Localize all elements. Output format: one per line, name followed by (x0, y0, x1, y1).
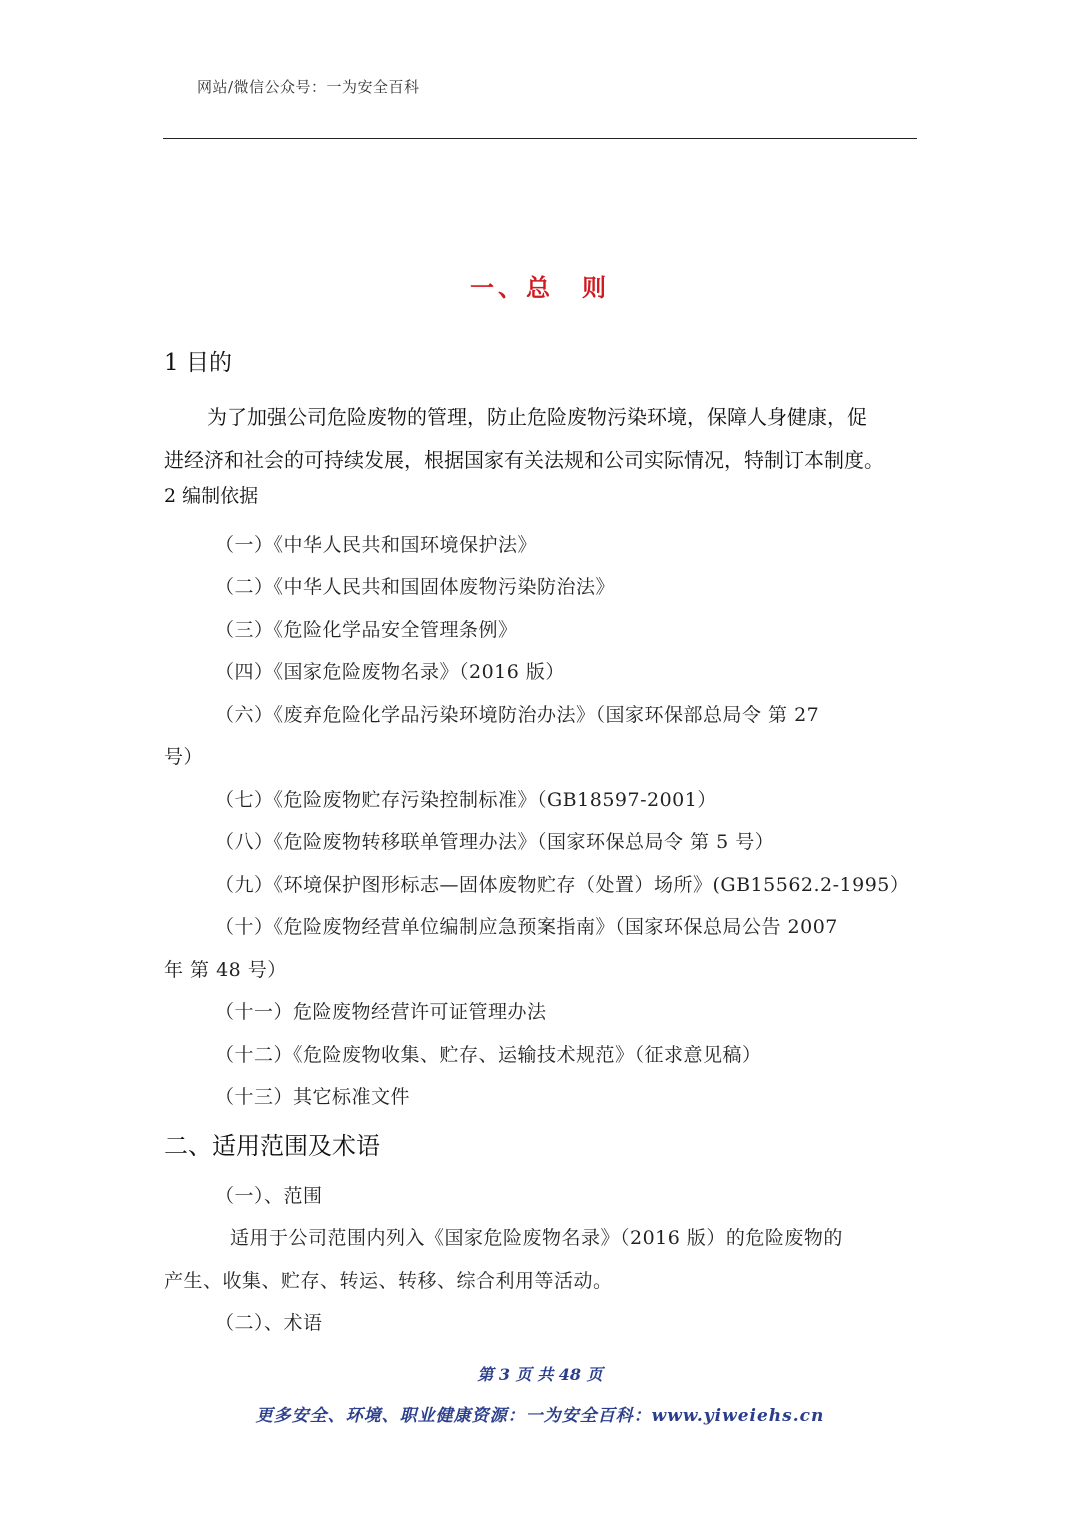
basis-item: （六）《废弃危险化学品污染环境防治办法》（国家环保部总局令 第 27 (215, 704, 820, 726)
scope-paragraph-line-2: 产生、收集、贮存、转运、转移、综合利用等活动。 (164, 1270, 613, 1292)
basis-item-continuation: 年 第 48 号） (164, 959, 287, 981)
basis-item: （十三）其它标准文件 (215, 1086, 411, 1108)
terms-label: （二）、术语 (215, 1312, 323, 1334)
chapter-2-title: 二、适用范围及术语 (164, 1132, 380, 1160)
scope-label: （一）、范围 (215, 1185, 323, 1207)
scope-paragraph-line-1: 适用于公司范围内列入《国家危险废物名录》（2016 版）的危险废物的 (230, 1227, 843, 1249)
chapter-1-title: 一、总 则 (470, 274, 610, 302)
basis-item: （七）《危险废物贮存污染控制标准》（GB18597-2001） (215, 789, 717, 811)
basis-item: （十二）《危险废物收集、贮存、运输技术规范》（征求意见稿） (215, 1044, 762, 1066)
purpose-paragraph-line-2: 进经济和社会的可持续发展，根据国家有关法规和公司实际情况，特制订本制度。 (164, 448, 884, 472)
page-header-text: 网站/微信公众号：一为安全百科 (197, 78, 420, 96)
basis-item: （四）《国家危险废物名录》（2016 版） (215, 661, 565, 683)
basis-item: （二）《中华人民共和国固体废物污染防治法》 (215, 576, 616, 598)
basis-item: （九）《环境保护图形标志—固体废物贮存（处置）场所》(GB15562.2-1995） (215, 874, 910, 896)
basis-item: （十一）危险废物经营许可证管理办法 (215, 1001, 547, 1023)
footer-website-text: 更多安全、环境、职业健康资源：一为安全百科：www.yiweiehs.cn (255, 1406, 825, 1426)
basis-item: （一）《中华人民共和国环境保护法》 (215, 534, 538, 556)
basis-item-continuation: 号） (164, 746, 204, 768)
basis-item: （十）《危险废物经营单位编制应急预案指南》（国家环保总局公告 2007 (215, 916, 838, 938)
header-divider (163, 138, 917, 139)
section-1-heading: 1 目的 (164, 350, 232, 376)
section-2-heading: 2 编制依据 (164, 485, 259, 507)
page-number: 第 3 页 共 48 页 (477, 1365, 603, 1384)
purpose-paragraph-line-1: 为了加强公司危险废物的管理，防止危险废物污染环境，保障人身健康，促 (207, 405, 867, 429)
basis-item: （三）《危险化学品安全管理条例》 (215, 619, 518, 641)
basis-item: （八）《危险废物转移联单管理办法》（国家环保总局令 第 5 号） (215, 831, 775, 853)
